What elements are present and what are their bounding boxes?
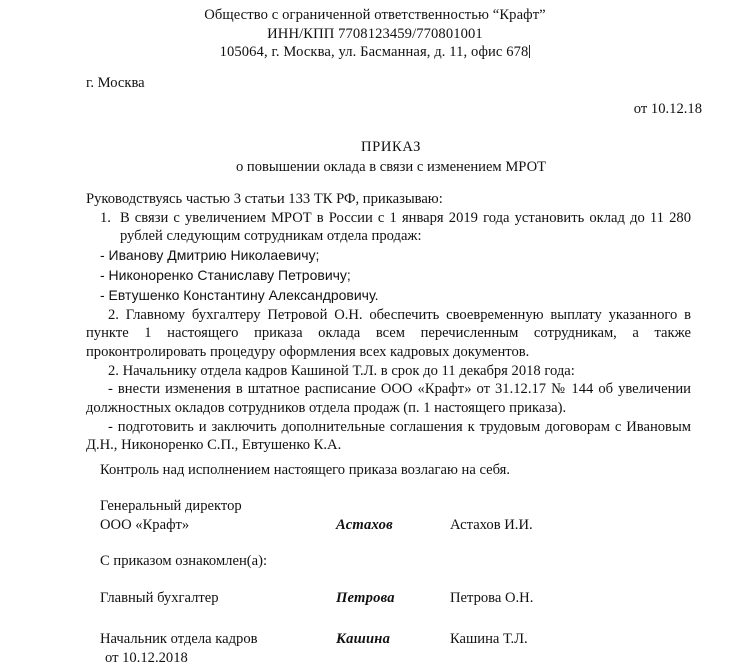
control-statement: Контроль над исполнением настоящего приказа возлагаю на себя. <box>100 462 511 478</box>
city-label: г. Москва <box>86 75 145 91</box>
list-item: - Евтушенко Константину Александровичу. <box>100 286 379 303</box>
document-title: ПРИКАЗ <box>360 139 421 155</box>
hr-head-signature-block <box>100 630 700 663</box>
order-item-1 <box>86 209 691 246</box>
document-subtitle: о повышении оклада в связи с изменением МРОТ <box>235 158 547 175</box>
hr-head-row <box>100 630 700 649</box>
hr-head-signature-mark: Кашина <box>336 631 391 647</box>
hr-head-name: Кашина Т.Л. <box>450 631 528 647</box>
accountant-name: Петрова О.Н. <box>450 590 534 606</box>
document-body <box>86 190 691 455</box>
list-item: - Иванову Дмитрию Николаевичу; <box>100 247 320 264</box>
accountant-signature-block <box>100 589 700 608</box>
director-role-line-2 <box>100 516 700 535</box>
acknowledgement-label-block <box>100 552 700 571</box>
director-signature-block <box>100 497 700 535</box>
accountant-role: Главный бухгалтер <box>100 590 219 606</box>
order-item-3-text: 2. Начальнику отдела кадров Кашиной Т.Л. в срок до 11 декабря 2018 года: <box>108 362 575 379</box>
document-title-block <box>0 138 750 176</box>
body-lead-paragraph: Руководствуясь частью 3 статьи 133 ТК РФ, приказываю: <box>86 191 443 207</box>
order-item-1-number: 1. <box>100 209 111 226</box>
employee-list <box>86 246 691 306</box>
director-org: ООО «Крафт» <box>100 517 190 533</box>
accountant-signature-mark: Петрова <box>336 590 395 606</box>
order-item-3-sub-1: - внести изменения в штатное расписание ООО «Крафт» от 31.12.17 № 144 об увеличении должностных окладов сотрудников отдела продаж (п. 1 настоящего приказа). <box>86 381 691 416</box>
letterhead <box>0 6 750 62</box>
list-item: - Никоноренко Станиславу Петровичу; <box>100 266 351 283</box>
company-address: 105064, г. Москва, ул. Басманная, д. 11, офис 678 <box>0 43 750 62</box>
director-role-primary: Генеральный директор <box>100 498 242 514</box>
director-signature-mark: Астахов <box>336 517 393 533</box>
company-tax-ids: ИНН/КПП 7708123459/770801001 <box>267 25 483 42</box>
director-name: Астахов И.И. <box>450 517 533 533</box>
hr-head-role: Начальник отдела кадров <box>100 631 258 647</box>
acknowledgement-label: С приказом ознакомлен(а): <box>100 553 268 569</box>
order-item-2-text: 2. Главному бухгалтеру Петровой О.Н. обеспечить своевременную выплату указанного в пункте 1 настоящего приказа оклада всем перечисленным сотрудникам, а также проконтролировать процедуру оформления всех кадровых документов. <box>86 306 691 360</box>
order-item-3-sub-2: - подготовить и заключить дополнительные соглашения к трудовым договорам с Ивановым Д.Н., Никоноренко С.П., Евтушенко К.А. <box>86 418 691 454</box>
order-date: от 10.12.18 <box>633 101 702 117</box>
order-item-1-text: В связи с увеличением МРОТ в России с 1 января 2019 года установить оклад до 11 280 рублей следующим сотрудникам отдела продаж: <box>119 209 691 245</box>
accountant-row <box>100 589 700 608</box>
hr-head-signature-date: от 10.12.2018 <box>105 650 188 663</box>
company-name: Общество с ограниченной ответственностью “Крафт” <box>204 7 546 23</box>
director-role-line-1 <box>100 497 700 516</box>
